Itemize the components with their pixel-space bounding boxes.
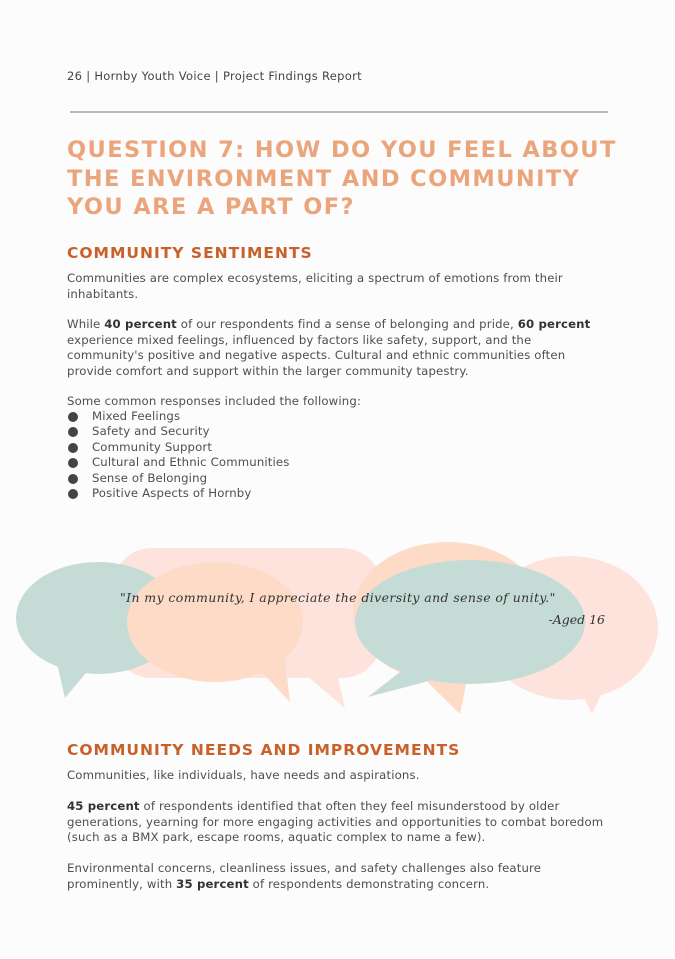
bullet-icon <box>68 427 78 437</box>
peach-speech-bubble-front <box>127 562 303 702</box>
stat-40-percent: 40 percent <box>104 317 177 331</box>
needs-paragraph: 45 percent of respondents identified that often they feel misunderstood by older generations, yearning for more engaging activities and opportunities to combat boredom (such as a BMX park, escape rooms, aquatic complex to name a few). <box>67 799 604 845</box>
stat-35-percent: 35 percent <box>176 876 249 891</box>
header-divider <box>70 111 608 113</box>
list-item: Safety and Security <box>67 424 290 439</box>
stat-60-percent: 60 percent <box>517 317 591 331</box>
sentiments-intro: Communities are complex ecosystems, eliciting a spectrum of emotions from their inhabitants. <box>67 271 563 301</box>
bullet-icon <box>68 474 78 484</box>
sentiments-paragraph: While 40 percent of our respondents find a sense of belonging and pride, 60 percent experience mixed feelings, influenced by factors like safety, support, and the community's positive and negative aspects. Cultural and ethnic communities often provide comfort and support within the larger community tapestry. <box>67 317 591 378</box>
quote-text: "In my community, I appreciate the diversity and sense of unity." <box>120 590 556 605</box>
page-header: 26 | Hornby Youth Voice | Project Findings Report <box>67 69 362 83</box>
list-intro: Some common responses included the following: <box>67 394 361 408</box>
stat-45-percent: 45 percent <box>67 799 140 813</box>
concerns-paragraph: Environmental concerns, cleanliness issues, and safety challenges also feature prominently, with 35 percent of respondents demonstrating concern. <box>67 861 542 891</box>
list-item: Positive Aspects of Hornby <box>67 486 290 501</box>
question-title: QUESTION 7: HOW DO YOU FEEL ABOUT THE ENVIRONMENT AND COMMUNITY YOU ARE A PART OF? <box>67 137 617 220</box>
quote-attribution: -Aged 16 <box>548 612 605 627</box>
bullet-icon <box>68 412 78 422</box>
list-item: Cultural and Ethnic Communities <box>67 455 290 470</box>
needs-intro: Communities, like individuals, have needs and aspirations. <box>67 768 420 782</box>
responses-list <box>67 409 290 501</box>
list-item: Community Support <box>67 440 290 455</box>
section-heading-needs: COMMUNITY NEEDS AND IMPROVEMENTS <box>67 741 461 759</box>
section-heading-sentiments: COMMUNITY SENTIMENTS <box>67 244 313 262</box>
bullet-icon <box>68 458 78 468</box>
bullet-icon <box>68 443 78 453</box>
bullet-icon <box>68 489 78 499</box>
list-item: Sense of Belonging <box>67 471 290 486</box>
list-item: Mixed Feelings <box>67 409 290 424</box>
